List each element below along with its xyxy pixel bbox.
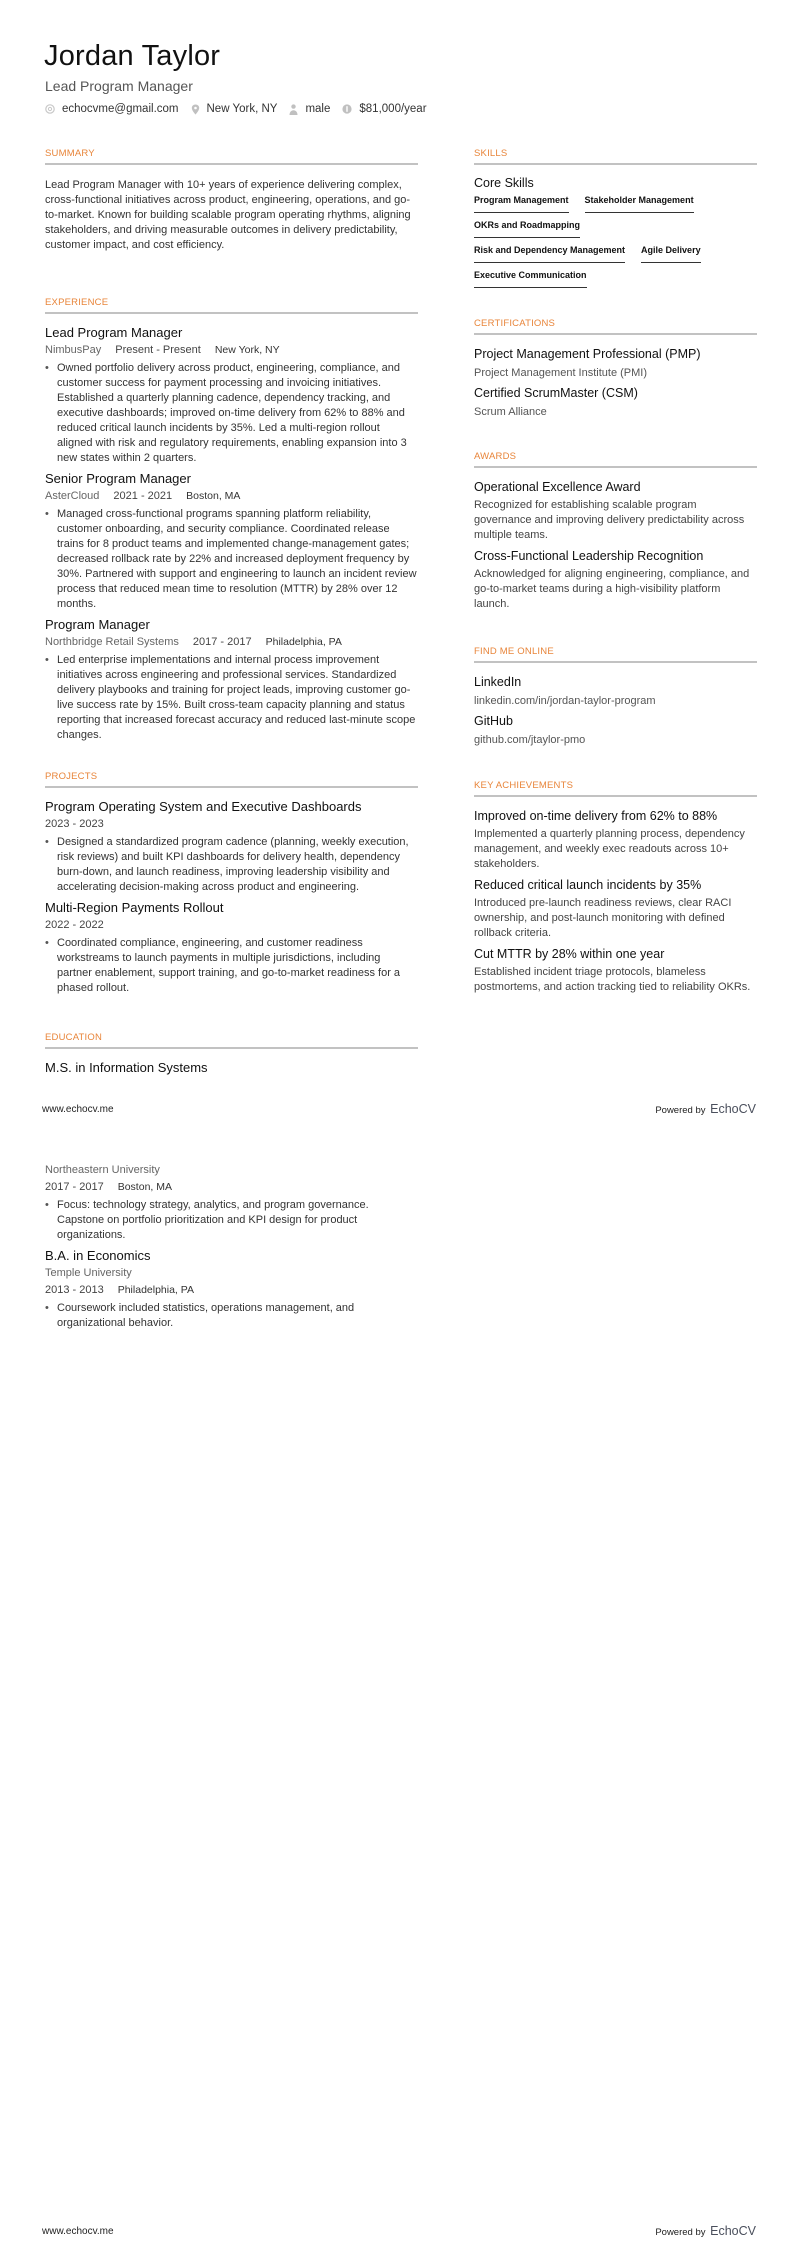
achievements-section: [474, 780, 757, 999]
project-bullets: [45, 835, 418, 895]
education-degree: B.A. in Economics: [45, 1248, 151, 1263]
section-heading: EXPERIENCE: [45, 297, 418, 314]
achievement-description: Introduced pre-launch readiness reviews, clear RACI ownership, and post-launch monitoring with defined rollback criteria.: [474, 897, 732, 939]
awards-list: [474, 478, 757, 612]
skill-chip: Program Management: [474, 195, 569, 213]
achievement-title: Cut MTTR by 28% within one year: [474, 947, 665, 961]
award-description: Acknowledged for aligning engineering, compliance, and go-to-market teams during a high-visibility platform launch.: [474, 568, 750, 610]
footer-powered: [655, 2224, 756, 2238]
section-heading: AWARDS: [474, 451, 757, 468]
job-location: Boston, MA: [186, 490, 241, 502]
brand-logo[interactable]: EchoCV: [710, 2224, 756, 2238]
candidate-title: Lead Program Manager: [45, 78, 193, 94]
job-title: Lead Program Manager: [45, 325, 183, 340]
experience-list: [45, 324, 418, 743]
section-heading: SUMMARY: [45, 148, 418, 165]
job-title: Senior Program Manager: [45, 471, 191, 486]
achievement-description: Implemented a quarterly planning process, dependency management, and weekly exec readouts across 10+ stakeholders.: [474, 828, 745, 870]
contact-location: [191, 103, 278, 115]
powered-by-text: Powered by: [655, 1105, 706, 1116]
achievements-list: [474, 807, 757, 995]
education-list: [45, 1059, 418, 1077]
location-text: New York, NY: [206, 103, 278, 115]
job-title: Program Manager: [45, 617, 150, 632]
bullet-item: • Coordinated compliance, engineering, and customer readiness workstreams to launch payments in multiple jurisdictions, including partner enablement, support training, and go-to-market readiness for a phased rollout.: [57, 936, 418, 996]
section-heading: KEY ACHIEVEMENTS: [474, 780, 757, 797]
skill-chip: Executive Communication: [474, 270, 587, 288]
education-bullet: • Coursework included statistics, operations management, and organizational behavior.: [57, 1301, 418, 1331]
footer-site-link[interactable]: www.echocv.me: [42, 1104, 114, 1115]
profile-link[interactable]: github.com/jtaylor-pmo: [474, 734, 586, 746]
education-school: Northeastern University: [45, 1164, 160, 1176]
location-pin-icon: [191, 104, 200, 115]
experience-section: [45, 297, 418, 746]
projects-list: [45, 798, 418, 996]
bullet-item: • Designed a standardized program cadence (planning, weekly execution, risk reviews) and built KPI dashboards for delivery health, dependency burn-down, and launch readiness, improving leadership visibility and accelerating decision-making across product and engineering.: [57, 835, 418, 895]
skill-chip: OKRs and Roadmapping: [474, 220, 580, 238]
education-degree: M.S. in Information Systems: [45, 1060, 208, 1075]
skill-chip: Stakeholder Management: [585, 195, 694, 213]
project-entry: [45, 798, 418, 895]
education-bullet: • Focus: technology strategy, analytics, and program governance. Capstone on portfolio prioritization and KPI design for product organizations.: [57, 1198, 418, 1243]
certification-issuer: Scrum Alliance: [474, 406, 547, 418]
email-icon: [45, 104, 55, 114]
profile-name: GitHub: [474, 714, 513, 728]
award-name: Cross-Functional Leadership Recognition: [474, 549, 704, 563]
profile-name: LinkedIn: [474, 675, 522, 689]
job-meta: [45, 342, 418, 359]
summary-text: Lead Program Manager with 10+ years of experience delivering complex, cross-functional initiatives across product, engineering, operations, and go-to-market. Known for building scalable program operating rhythms, aligning stakeholders, and driving measurable outcomes in delivery predictability, customer impact, and cost efficiency.: [45, 179, 411, 251]
job-location: New York, NY: [214, 344, 280, 356]
skill-group-title: Core Skills: [474, 176, 534, 190]
job-dates: 2017 - 2017: [192, 636, 252, 648]
project-bullets: [45, 936, 418, 996]
experience-entry: [45, 470, 418, 612]
project-dates: 2022 - 2022: [45, 919, 104, 931]
job-dates: 2021 - 2021: [113, 490, 173, 502]
certifications-section: [474, 318, 757, 423]
project-title: Multi-Region Payments Rollout: [45, 900, 224, 915]
education-school: Temple University: [45, 1267, 132, 1279]
skill-chip: Risk and Dependency Management: [474, 245, 625, 263]
experience-entry: [45, 616, 418, 743]
footer-site-link[interactable]: www.echocv.me: [42, 2226, 114, 2237]
bullet-item: • Managed cross-functional programs spanning platform reliability, customer onboarding, and security compliance. Coordinated release trains for 8 product teams and implemented change-management gates; decreased rollback rate by 22% and increased deployment frequency by 30%. Partnered with support and engineering to launch an incident review process that reduced mean time to resolution (MTTR) by 28% over 12 months.: [57, 507, 418, 612]
skill-chip: Agile Delivery: [641, 245, 701, 263]
education-section: [45, 1032, 418, 1077]
company-name: AsterCloud: [45, 490, 100, 502]
education-location: Philadelphia, PA: [117, 1284, 194, 1296]
skill-chips: [474, 195, 757, 295]
profile-link[interactable]: linkedin.com/in/jordan-taylor-program: [474, 695, 656, 707]
education-dates: 2013 - 2013: [45, 1284, 104, 1296]
candidate-name: Jordan Taylor: [44, 40, 221, 72]
online-section: [474, 646, 757, 751]
achievement-title: Improved on-time delivery from 62% to 88%: [474, 809, 718, 823]
achievement-title: Reduced critical launch incidents by 35%: [474, 878, 702, 892]
project-dates: 2023 - 2023: [45, 818, 104, 830]
job-bullets: [45, 653, 418, 743]
skills-section: [474, 148, 757, 295]
certification-name: Certified ScrumMaster (CSM): [474, 386, 638, 400]
projects-section: [45, 771, 418, 999]
section-heading: SKILLS: [474, 148, 757, 165]
footer-powered: [655, 1102, 756, 1116]
gender-text: male: [305, 103, 331, 115]
company-name: Northbridge Retail Systems: [45, 636, 179, 648]
awards-section: [474, 451, 757, 616]
section-heading: FIND ME ONLINE: [474, 646, 757, 663]
award-name: Operational Excellence Award: [474, 480, 641, 494]
experience-entry: [45, 324, 418, 466]
job-bullets: [45, 507, 418, 612]
bullet-item: • Owned portfolio delivery across product, engineering, compliance, and customer success for payment processing and invoicing initiatives. Established a quarterly planning cadence, dependency tracking, and executive dashboards; improved on-time delivery from 62% to 88% and reduced critical launch incidents by 35%. Led a multi-region rollout aligned with risk and regulatory requirements, enabling expansion into 3 new states within 2 quarters.: [57, 361, 418, 466]
project-entry: [45, 899, 418, 996]
section-heading: PROJECTS: [45, 771, 418, 788]
job-dates: Present - Present: [115, 344, 201, 356]
education-continued: [45, 1162, 418, 1334]
company-name: NimbusPay: [45, 344, 102, 356]
job-meta: [45, 488, 418, 505]
person-icon: [289, 104, 298, 115]
project-title: Program Operating System and Executive Dashboards: [45, 799, 362, 814]
salary-text: $81,000/year: [359, 103, 427, 115]
brand-logo[interactable]: EchoCV: [710, 1102, 756, 1116]
certification-issuer: Project Management Institute (PMI): [474, 367, 648, 379]
job-bullets: [45, 361, 418, 466]
job-meta: [45, 634, 418, 651]
achievement-description: Established incident triage protocols, blameless postmortems, and action tracking tied to reliability OKRs.: [474, 966, 751, 993]
education-dates: 2017 - 2017: [45, 1181, 104, 1193]
contact-email: [45, 103, 179, 115]
job-location: Philadelphia, PA: [265, 636, 342, 648]
contact-gender: [289, 103, 330, 115]
summary-section: [45, 148, 418, 253]
contact-salary: [342, 103, 426, 115]
section-heading: CERTIFICATIONS: [474, 318, 757, 335]
contact-row: [45, 103, 439, 115]
certifications-list: [474, 345, 757, 420]
salary-icon: [342, 104, 352, 114]
certification-name: Project Management Professional (PMP): [474, 347, 701, 361]
award-description: Recognized for establishing scalable program governance and improving delivery predictability across multiple teams.: [474, 499, 745, 541]
education-location: Boston, MA: [117, 1181, 172, 1193]
online-list: [474, 673, 757, 748]
email-text: echocvme@gmail.com: [62, 103, 179, 115]
bullet-item: • Led enterprise implementations and internal process improvement initiatives across engineering and professional services. Standardized delivery playbooks and training for project leads, improving customer go-live success rate by 15%. Built cross-team capacity planning and status reporting that increased forecast accuracy and reduced last-minute scope changes.: [57, 653, 418, 743]
section-heading: EDUCATION: [45, 1032, 418, 1049]
powered-by-text: Powered by: [655, 2227, 706, 2238]
